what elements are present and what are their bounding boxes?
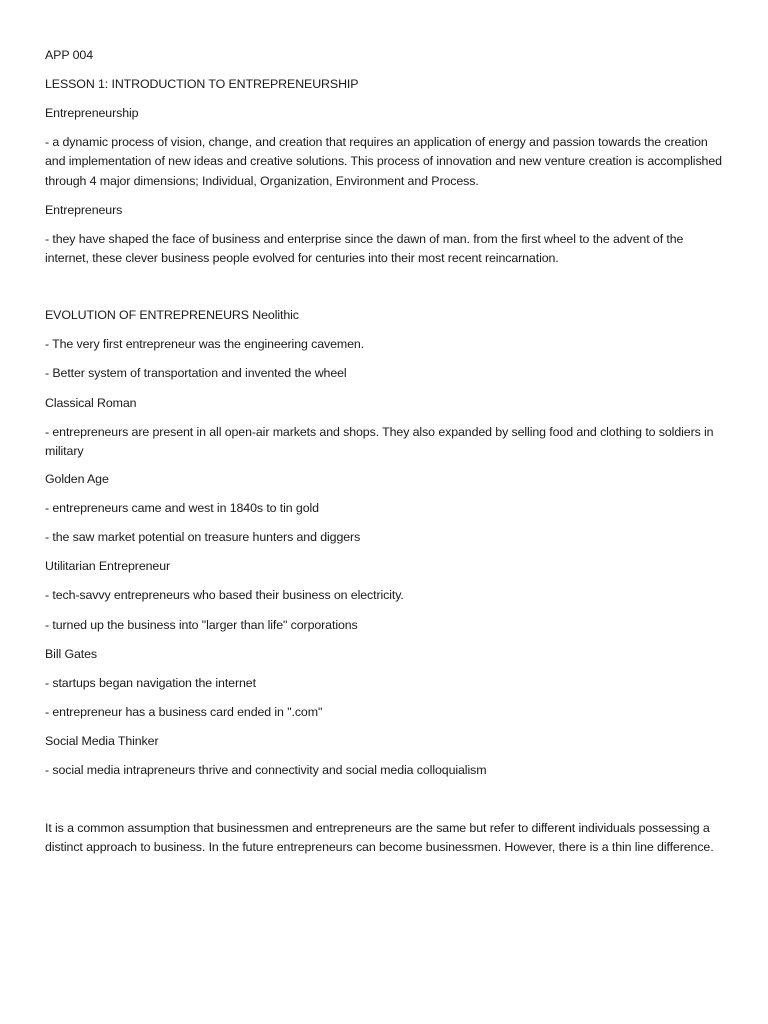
utilitarian-point-1: - tech-savvy entrepreneurs who based their business on electricity. xyxy=(45,588,404,602)
lesson-title: LESSON 1: INTRODUCTION TO ENTREPRENEURSHIP xyxy=(45,77,359,91)
evolution-heading: EVOLUTION OF ENTREPRENEURS Neolithic xyxy=(45,308,299,322)
entrepreneurship-definition: - a dynamic process of vision, change, and creation that requires an application of energy and passion towards the creation and implementation of new ideas and creative solutions. This process of innovation and new venture creation is accomplished through 4 major dimensions; Individual, Organization, Environment and Process. xyxy=(45,135,722,188)
utilitarian-point-2: - turned up the business into "larger than life" corporations xyxy=(45,618,358,632)
entrepreneurs-definition: - they have shaped the face of business and enterprise since the dawn of man. from the first wheel to the advent of the internet, these clever business people evolved for centuries into their most recent reincarnation. xyxy=(45,232,684,266)
course-code: APP 004 xyxy=(45,48,93,62)
neolithic-point-2: - Better system of transportation and invented the wheel xyxy=(45,366,347,380)
golden-age-point-1: - entrepreneurs came and west in 1840s to tin gold xyxy=(45,501,319,515)
entrepreneurs-heading: Entrepreneurs xyxy=(45,203,123,217)
neolithic-point-1: - The very first entrepreneur was the engineering cavemen. xyxy=(45,337,365,351)
golden-age-point-2: - the saw market potential on treasure hunters and diggers xyxy=(45,530,361,544)
classical-roman-point: - entrepreneurs are present in all open-air markets and shops. They also expanded by selling food and clothing to soldiers in military xyxy=(45,425,714,459)
bill-gates-point-1: - startups began navigation the internet xyxy=(45,676,256,690)
social-media-point: - social media intrapreneurs thrive and connectivity and social media colloquialism xyxy=(45,763,487,777)
entrepreneurship-heading: Entrepreneurship xyxy=(45,106,139,120)
classical-roman-heading: Classical Roman xyxy=(45,396,137,410)
utilitarian-heading: Utilitarian Entrepreneur xyxy=(45,559,171,573)
social-media-heading: Social Media Thinker xyxy=(45,734,159,748)
bill-gates-point-2: - entrepreneur has a business card ended in ".com" xyxy=(45,705,323,719)
bill-gates-heading: Bill Gates xyxy=(45,647,98,661)
closing-paragraph: It is a common assumption that businessmen and entrepreneurs are the same but refer to different individuals possessing a distinct approach to business. In the future entrepreneurs can become businessmen. However, there is a thin line difference. xyxy=(45,821,714,855)
golden-age-heading: Golden Age xyxy=(45,472,109,486)
